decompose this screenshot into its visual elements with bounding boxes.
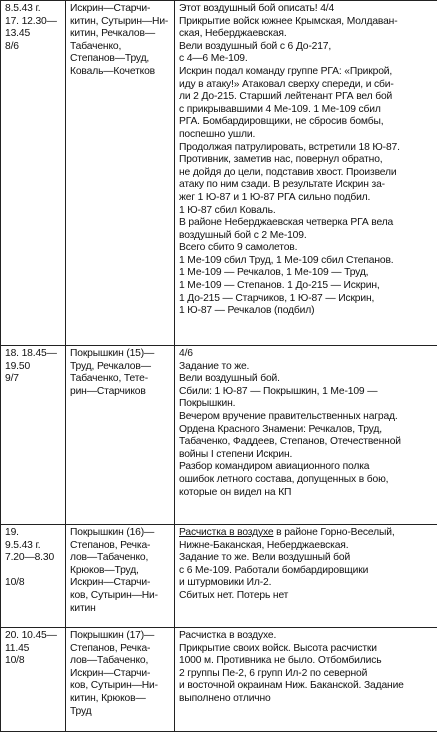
report-line: поспешно ушли. [179,128,256,140]
crew-line: Покрышкин (16)— [70,527,155,538]
report-cell [175,525,437,628]
crew-line: Степанов, Речка- [70,642,151,654]
report-line: Вели воздушный бой. [179,373,280,385]
crew-line: лов—Табаченко, [70,655,149,667]
date-line: 9.5.43 г. [5,539,41,551]
report-line: воздушный бой с 2 Ме-109. [179,229,307,241]
crew-line: рин—Старчиков [70,385,146,397]
report-line: Ордена Красного Знамени: Речкалов, Труд, [179,423,382,435]
report-line [179,527,434,540]
table-row [1,628,437,732]
date-cell [1,1,66,346]
date-line: 11.45 [5,642,30,654]
report-line: с 4—6 Ме-109. [179,53,248,65]
crew-line: Степанов, Речка- [70,539,151,551]
report-heading-tail: в районе Горно-Веселый, [273,527,395,538]
report-line: иду в атаку!» Атаковал сверху спереди, и сби- [179,78,394,90]
report-line: ли 2 До-215. Старший лейтенант РГА вел бой [179,91,393,103]
report-line: 1 Ю-87 — Речкалов (подбил) [179,305,315,317]
report-line: с 6 Ме-109. Работали бомбардировщики [179,564,369,576]
date-gap [5,565,62,578]
date-cell [1,628,66,732]
crew-line: Табаченко, [70,40,122,52]
date-line: 18. 18.45— [5,348,57,359]
crew-line: китин, Речкалов— [70,28,155,40]
crew-line: лов—Табаченко, [70,552,149,564]
report-line: Задание то же. Вели воздушный бой [179,552,351,564]
crew-line: Труд, Речкалов— [70,360,151,372]
crew-cell [66,346,175,525]
date-line: 13.45 [5,28,31,40]
date-line: 8/6 [5,40,19,52]
crew-line: Степанов—Труд, [70,53,150,65]
report-line: атаку по ним сзади. В результате Искрин за- [179,179,385,191]
crew-cell [66,1,175,346]
report-line: Этот воздушный бой описать! 4/4 [179,3,335,14]
report-line: не дойдя до цели, подставив хвост. Произвели [179,166,397,178]
date-line: 20. 10.45— [5,630,57,641]
report-cell [175,346,437,525]
report-line: Нижне-Баканская, Неберджаевская. [179,539,349,551]
date-line: 7.20—8.30 [5,552,55,564]
report-line: Противник, заметив нас, повернул обратно, [179,154,383,166]
crew-line: китин, Сутырин—Ни- [70,15,169,27]
report-line: 1000 м. Противника не было. Отбомбились [179,655,382,667]
report-line: Прикрытие своих войск. Высота расчистки [179,642,377,654]
report-line: Прикрытие войск южнее Крымская, Молдаван- [179,15,398,27]
crew-cell [66,628,175,732]
date-line: 19.50 [5,360,31,372]
report-line: Искрин подал команду группе РГА: «Прикрой, [179,65,393,77]
report-line: В районе Неберджаевская четверка РГА вела [179,217,394,229]
crew-line: Крюков—Труд, [70,564,139,576]
table-row [1,525,437,628]
crew-line: ков, Сутырин—Ни- [70,589,158,601]
report-line: Табаченко, Фаддеев, Степанов, Отечественной [179,436,401,448]
date-line: 8.5.43 г. [5,3,41,14]
table-row [1,1,437,346]
crew-line: Искрин—Старчи- [70,577,151,589]
crew-line: Покрышкин (17)— [70,630,155,641]
report-line: Сбитых нет. Потерь нет [179,589,289,601]
report-line: Вели воздушный бой с 6 До-217, [179,40,332,52]
date-line: 10/8 [5,577,25,589]
date-cell [1,346,66,525]
date-line: 9/7 [5,373,19,385]
report-line: 1 Ме-109 сбил Труд, 1 Ме-109 сбил Степанов. [179,254,394,266]
report-line: 1 Ю-87 сбил Коваль. [179,204,276,216]
report-line: Задание то же. [179,360,250,372]
report-cell [175,1,437,346]
crew-line: Покрышкин (15)— [70,348,155,359]
report-line: и штурмовики Ил-2. [179,577,272,589]
report-line: ская, Неберджаевская. [179,28,287,40]
report-line: 2 группы Пе-2, 6 групп Ил-2 по северной [179,667,368,679]
report-line: и восточной окраинам Ниж. Баканской. Задание [179,680,404,692]
report-line: 1 Ме-109 — Речкалов, 1 Ме-109 — Труд, [179,267,369,279]
report-line: жег 1 Ю-87 и 1 Ю-87 РГА сильно подбил. [179,191,371,203]
report-cell [175,628,437,732]
date-line: 10/8 [5,655,25,667]
date-line: 19. [5,527,19,538]
report-line: ошибок летного состава, допущенных в бою, [179,473,389,485]
crew-cell [66,525,175,628]
report-line: РГА. Бомбардировщики, не сбросив бомбы, [179,116,384,128]
report-line: Сбили: 1 Ю-87 — Покрышкин, 1 Ме-109 — [179,385,378,397]
report-line: войны I степени Искрин. [179,448,293,460]
crew-line: Табаченко, Тете- [70,373,149,385]
crew-line: Искрин—Старчи- [70,3,151,14]
crew-line: Коваль—Кочетков [70,65,156,77]
report-heading: Расчистка в воздухе [179,527,274,538]
table-row [1,346,437,525]
date-cell [1,525,66,628]
crew-line: Труд [70,705,92,717]
crew-line: китин [70,602,96,614]
report-line: выполнено отлично [179,692,271,704]
report-line: которые он видел на КП [179,486,292,498]
crew-line: ков, Сутырин—Ни- [70,680,158,692]
report-line: 1 До-215 — Старчиков, 1 Ю-87 — Искрин, [179,292,375,304]
date-line: 17. 12.30— [5,15,57,27]
crew-line: Искрин—Старчи- [70,667,151,679]
report-line: с прикрывавшими 4 Ме-109. 1 Ме-109 сбил [179,103,381,115]
report-line: Разбор командиром авиационного полка [179,461,370,473]
report-line: Продолжая патрулировать, встретили 18 Ю-87. [179,141,400,153]
report-line: 4/6 [179,348,193,359]
report-line: 1 Ме-109 — Степанов. 1 До-215 — Искрин, [179,280,380,292]
report-line: Вечером вручение правительственных наград. [179,410,398,422]
report-line: Всего сбито 9 самолетов. [179,242,298,254]
report-line: Покрышкин. [179,398,236,410]
report-line: Расчистка в воздухе. [179,630,277,641]
crew-line: китин, Крюков— [70,692,146,704]
